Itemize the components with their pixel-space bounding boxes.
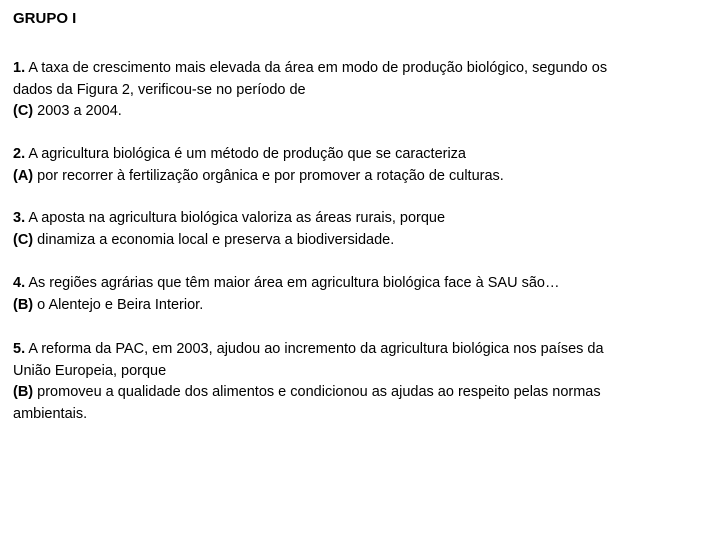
question-2-option: (A): [13, 167, 34, 184]
question-2: [13, 144, 703, 187]
question-2-answer: [13, 166, 703, 188]
question-2-number: 2.: [13, 146, 26, 162]
question-1-stem-line-2: dados da Figura 2, verificou-se no período de: [13, 81, 306, 98]
question-5-text: A reforma da PAC, em 2003, ajudou ao incremento da agricultura biológica nos países da: [25, 341, 604, 357]
question-3-number: 3.: [13, 210, 26, 226]
page-title: GRUPO I: [13, 10, 77, 27]
question-5: [13, 339, 703, 425]
question-5-stem-line-1: [13, 339, 703, 361]
question-5-answer-line-2: ambientais.: [13, 405, 88, 422]
question-3: [13, 208, 703, 251]
question-1-answer-text: 2003 a 2004.: [33, 103, 122, 119]
question-1-text: A taxa de crescimento mais elevada da área em modo de produção biológico, segundo os: [25, 60, 608, 76]
question-5-answer: [13, 382, 703, 404]
question-3-answer-text: dinamiza a economia local e preserva a biodiversidade.: [33, 231, 395, 248]
question-4: [13, 273, 703, 316]
question-5-number: 5.: [13, 341, 26, 357]
question-3-stem-line-1: [13, 208, 703, 230]
question-4-number: 4.: [13, 275, 26, 291]
question-4-stem-line-1: [13, 273, 703, 295]
question-2-stem-line-1: [13, 144, 703, 166]
question-5-answer-text: promoveu a qualidade dos alimentos e condicionou as ajudas ao respeito pelas normas: [33, 384, 601, 400]
question-1-stem-line-1: [13, 58, 703, 80]
question-5-option: (B): [13, 384, 34, 400]
question-3-answer: [13, 230, 703, 252]
question-2-answer-text: por recorrer à fertilização orgânica e por promover a rotação de culturas.: [33, 167, 504, 184]
question-4-answer: [13, 295, 703, 317]
question-3-text: A aposta na agricultura biológica valoriza as áreas rurais, porque: [25, 210, 446, 226]
question-1-answer: [13, 101, 703, 123]
question-1: [13, 58, 703, 123]
question-4-option: (B): [13, 296, 34, 313]
question-5-stem-line-2: União Europeia, porque: [13, 362, 167, 379]
question-3-option: (C): [13, 231, 34, 248]
question-4-text: As regiões agrárias que têm maior área em agricultura biológica face à SAU são…: [25, 275, 560, 291]
question-4-answer-text: o Alentejo e Beira Interior.: [33, 296, 204, 313]
question-1-option: (C): [13, 103, 34, 119]
question-1-number: 1.: [13, 60, 26, 76]
question-2-text: A agricultura biológica é um método de produção que se caracteriza: [25, 146, 466, 162]
